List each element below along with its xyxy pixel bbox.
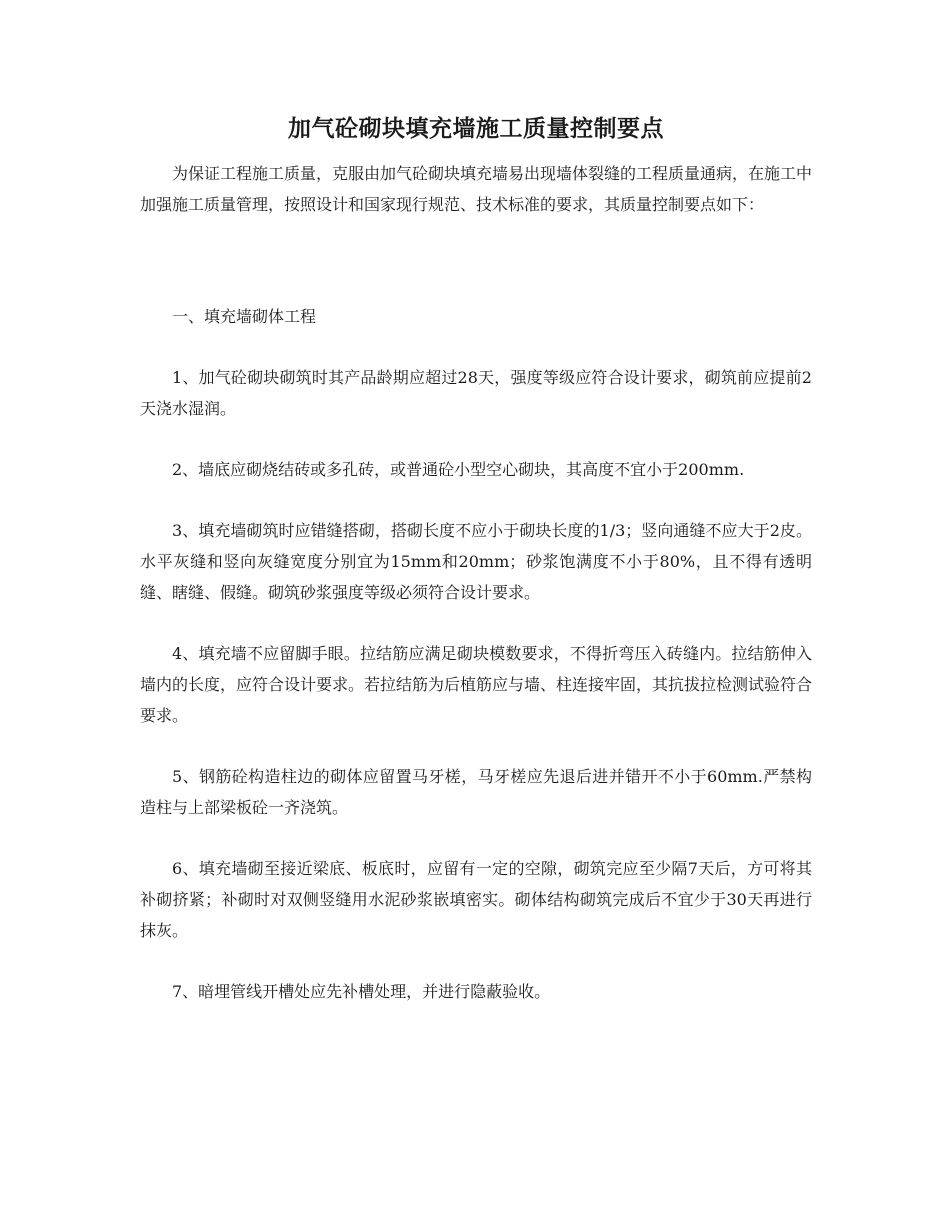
list-item: 2、墙底应砌烧结砖或多孔砖，或普通砼小型空心砌块，其高度不宜小于200mm.: [172, 460, 745, 479]
list-item: 3、填充墙砌筑时应错缝搭砌，搭砌长度不应小于砌块长度的1/3；竖向通缝不应大于2皮。水平灰缝和竖向灰缝宽度分别宜为15mm和20mm；砂浆饱满度不小于80%，且不得有透明缝、瞎缝、假缝。砌筑砂浆强度等级必须符合设计要求。: [140, 521, 812, 602]
intro-paragraph: 为保证工程施工质量，克服由加气砼砌块填充墙易出现墙体裂缝的工程质量通病，在施工中加强施工质量管理，按照设计和国家现行规范、技术标准的要求，其质量控制要点如下：: [140, 164, 813, 214]
document-title: 加气砼砌块填充墙施工质量控制要点: [288, 115, 664, 142]
section-heading: 一、填充墙砌体工程: [172, 307, 317, 326]
list-item: 5、钢筋砼构造柱边的砌体应留置马牙槎，马牙槎应先退后进并错开不小于60mm.严禁构造柱与上部梁板砼一齐浇筑。: [140, 767, 812, 817]
list-item: 6、填充墙砌至接近梁底、板底时，应留有一定的空隙，砌筑完应至少隔7天后，方可将其补砌挤紧；补砌时对双侧竖缝用水泥砂浆嵌填密实。砌体结构砌筑完成后不宜少于30天再进行抹灰。: [140, 859, 812, 940]
list-item: 7、暗埋管线开槽处应先补槽处理，并进行隐蔽验收。: [172, 982, 551, 1001]
list-item: 4、填充墙不应留脚手眼。拉结筋应满足砌块模数要求，不得折弯压入砖缝内。拉结筋伸入墙内的长度，应符合设计要求。若拉结筋为后植筋应与墙、柱连接牢固，其抗拔拉检测试验符合要求。: [140, 644, 813, 725]
document-page: [140, 112, 812, 1007]
list-item: 1、加气砼砌块砌筑时其产品龄期应超过28天，强度等级应符合设计要求，砌筑前应提前2天浇水湿润。: [140, 368, 812, 418]
